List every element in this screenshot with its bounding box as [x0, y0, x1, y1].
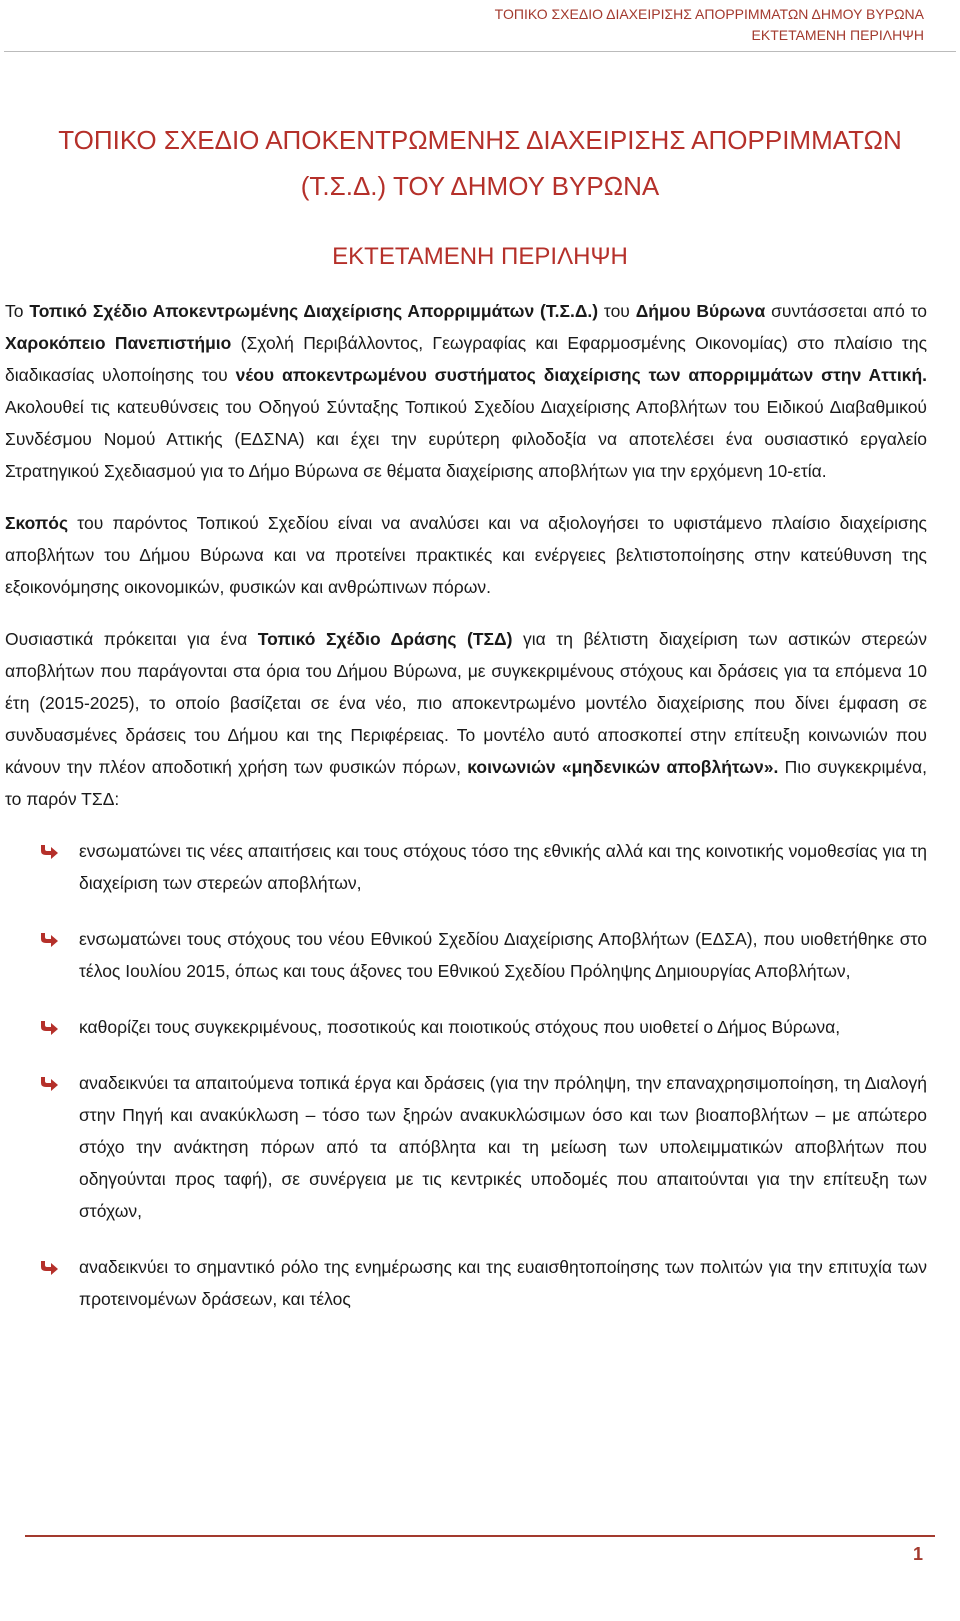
bold-run: Δήμου Βύρωνα	[635, 301, 766, 321]
list-item-text: ενσωματώνει τους στόχους του νέου Εθνικού Σχεδίου Διαχείρισης Αποβλήτων (ΕΔΣΑ), που υιοθετήθηκε στο τέλος Ιουλίου 2015, όπως και τους άξονες του Εθνικού Σχεδίου Πρόληψης Δημιουργίας Αποβλήτων,	[79, 929, 927, 981]
text-run: Ουσιαστικά πρόκειται για ένα	[5, 629, 258, 649]
objectives-list	[5, 835, 927, 1315]
text-run: (Σχολή Περιβάλλοντος, Γεωγραφίας και Εφαρμοσμένης Οικονομίας) στο πλαίσιο της διαδικασίας υλοποίησης του	[5, 333, 927, 385]
document-title: ΤΟΠΙΚΟ ΣΧΕΔΙΟ ΑΠΟΚΕΝΤΡΩΜΕΝΗΣ ΔΙΑΧΕΙΡΙΣΗΣ ΑΠΟΡΡΙΜΜΑΤΩΝ (Τ.Σ.Δ.) ΤΟΥ ΔΗΜΟΥ ΒΥΡΩΝΑ	[58, 125, 902, 201]
list-item	[5, 1011, 927, 1043]
text-run: συντάσσεται από το	[765, 301, 928, 321]
list-item	[5, 923, 927, 987]
text-run: για τη βέλτιστη διαχείριση των αστικών στερεών αποβλήτων που παράγονται στα όρια του Δήμου Βύρωνα, με συγκεκριμένους στόχους και δράσεις για τα επόμενα 10 έτη (2015-2025), το οποίο βασίζεται σε ένα νέο, πιο αποκεντρωμένο μοντέλο διαχείρισης που δίνει έμφαση σε συνδυασμένες δράσεις του Δήμου και της Περιφέρειας. Το μοντέλο αυτό αποσκοπεί στην επίτευξη κοινωνιών που κάνουν την πλέον αποδοτική χρήση των φυσικών πόρων,	[5, 629, 927, 777]
bold-run: κοινωνιών «μηδενικών αποβλήτων».	[467, 757, 779, 777]
curved-arrow-icon	[39, 1259, 59, 1277]
list-item-text: αναδεικνύει τα απαιτούμενα τοπικά έργα και δράσεις (για την πρόληψη, την επαναχρησιμοποίηση, τη Διαλογή στην Πηγή και ανακύκλωση – τόσο των ξηρών ανακυκλώσιμων όσο και των βιοαποβλήτων – με απώτερο στόχο την ανάκτηση πόρων από τα απόβλητα και τη μείωση των υπολειμματικών αποβλήτων που οδηγούνται προς ταφή), σε συνέργεια με τις κεντρικές υποδομές που απαιτούνται για την επίτευξη των στόχων,	[79, 1073, 927, 1221]
footer-divider	[25, 1535, 935, 1537]
curved-arrow-icon	[39, 843, 59, 861]
list-item	[5, 835, 927, 899]
curved-arrow-icon	[39, 1075, 59, 1093]
text-run: Ακολουθεί τις κατευθύνσεις του Οδηγού Σύνταξης Τοπικού Σχεδίου Διαχείρισης Αποβλήτων του Ειδικού Διαβαθμικού Συνδέσμου Νομού Αττικής (ΕΔΣΝΑ) και έχει την ευρύτερη φιλοδοξία να αποτελέσει ένα ουσιαστικό εργαλείο Στρατηγικού Σχεδιασμού για το Δήμο Βύρωνα σε θέματα διαχείρισης αποβλήτων για την ερχόμενη 10-ετία.	[5, 397, 927, 481]
list-item	[5, 1251, 927, 1315]
action-plan-paragraph	[5, 623, 927, 815]
running-header	[495, 4, 924, 46]
list-item-text: αναδεικνύει το σημαντικό ρόλο της ενημέρωσης και της ευαισθητοποίησης των πολιτών για την επιτυχία των προτεινομένων δράσεων, και τέλος	[79, 1257, 927, 1309]
list-item-text: καθορίζει τους συγκεκριμένους, ποσοτικούς και ποιοτικούς στόχους που υιοθετεί ο Δήμος Βύρωνα,	[79, 1017, 841, 1037]
bold-run: Σκοπός	[5, 513, 69, 533]
curved-arrow-icon	[39, 931, 59, 949]
curved-arrow-icon	[39, 1019, 59, 1037]
running-header-title: ΤΟΠΙΚΟ ΣΧΕΔΙΟ ΔΙΑΧΕΙΡΙΣΗΣ ΑΠΟΡΡΙΜΜΑΤΩΝ ΔΗΜΟΥ ΒΥΡΩΝΑ	[494, 6, 924, 22]
page-number: 1	[912, 1544, 923, 1564]
header-divider	[4, 51, 956, 52]
list-item	[5, 1067, 927, 1227]
text-run: του παρόντος Τοπικού Σχεδίου είναι να αναλύσει και να αξιολογήσει το υφιστάμενο πλαίσιο διαχείρισης αποβλήτων του Δήμου Βύρωνα και να προτείνει πρακτικές και ενέργειες βελτιστοποίησης στην κατεύθυνση της εξοικονόμησης οικονομικών, φυσικών και ανθρώπινων πόρων.	[5, 513, 927, 597]
text-run: του	[598, 301, 636, 321]
list-item-text: ενσωματώνει τις νέες απαιτήσεις και τους στόχους τόσο της εθνικής αλλά και της κοινοτικής νομοθεσίας για τη διαχείριση των στερεών αποβλήτων,	[79, 841, 927, 893]
text-run: Το	[5, 301, 30, 321]
document-body	[5, 295, 927, 1339]
bold-run: Τοπικό Σχέδιο Δράσης (ΤΣΔ)	[257, 629, 513, 649]
document-subtitle: ΕΚΤΕΤΑΜΕΝΗ ΠΕΡΙΛΗΨΗ	[332, 243, 628, 270]
text-run: Πιο συγκεκριμένα, το παρόν ΤΣΔ:	[5, 757, 927, 809]
bold-run: Τοπικό Σχέδιο Αποκεντρωμένης Διαχείρισης Απορριμμάτων (Τ.Σ.Δ.)	[29, 301, 599, 321]
running-header-subtitle: ΕΚΤΕΤΑΜΕΝΗ ΠΕΡΙΛΗΨΗ	[751, 27, 924, 43]
bold-run: νέου αποκεντρωμένου συστήματος διαχείρισης των απορριμμάτων στην Αττική.	[235, 365, 927, 385]
intro-paragraph	[5, 295, 927, 487]
bold-run: Χαροκόπειο Πανεπιστήμιο	[5, 333, 232, 353]
purpose-paragraph	[5, 507, 927, 603]
